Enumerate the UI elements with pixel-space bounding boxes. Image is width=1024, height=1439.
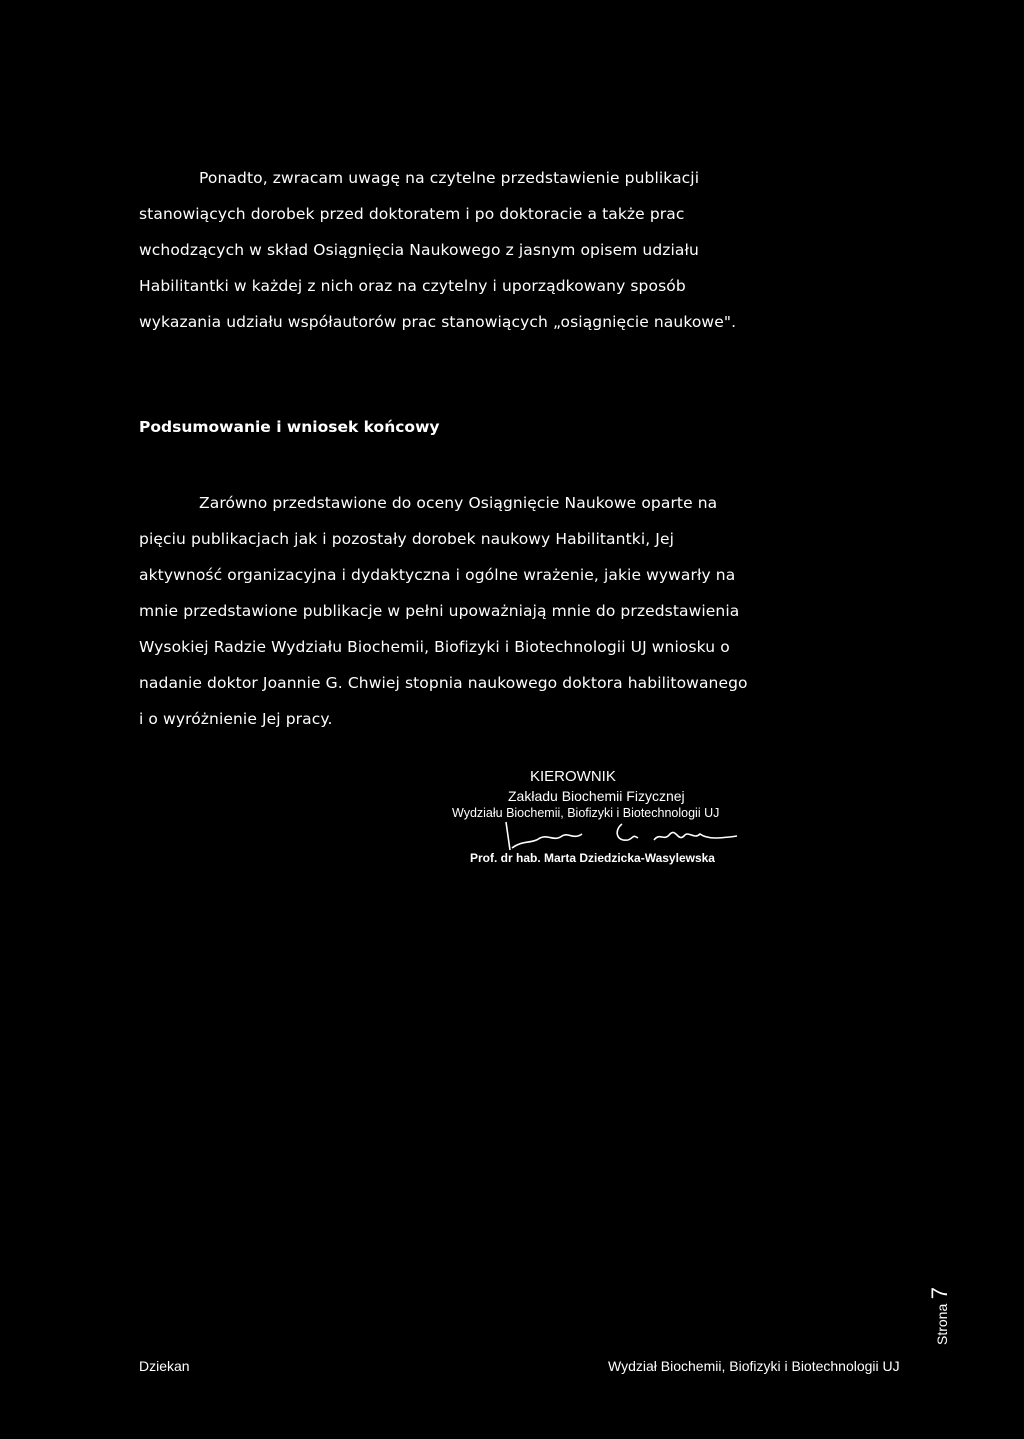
stamp-faculty: Wydziału Biochemii, Biofizyki i Biotechnologii UJ xyxy=(452,806,720,820)
paragraph-remarks xyxy=(139,160,779,340)
stamp-name: Prof. dr hab. Marta Dziedzicka-Wasylewska xyxy=(470,851,715,865)
text-line: pięciu publikacjach jak i pozostały dorobek naukowy Habilitantki, Jej xyxy=(139,530,674,548)
page-number: 7 xyxy=(927,1287,952,1300)
paragraph-conclusion xyxy=(139,485,779,737)
text-line: mnie przedstawione publikacje w pełni upoważniają mnie do przedstawienia xyxy=(139,602,740,620)
text-line: nadanie doktor Joannie G. Chwiej stopnia naukowego doktora habilitowanego xyxy=(139,674,748,692)
text-line: aktywność organizacyjna i dydaktyczna i ogólne wrażenie, jakie wywarły na xyxy=(139,566,736,584)
text-line: wchodzących w skład Osiągnięcia Naukowego z jasnym opisem udziału xyxy=(139,241,699,259)
stamp-unit: Zakładu Biochemii Fizycznej xyxy=(508,788,685,804)
text-line: wykazania udziału współautorów prac stanowiących „osiągnięcie naukowe". xyxy=(139,313,737,331)
stamp-title: KIEROWNIK xyxy=(530,768,616,785)
page-number-label xyxy=(927,1245,973,1345)
text-line: Zarówno przedstawione do oceny Osiągnięcie Naukowe oparte na xyxy=(199,494,718,512)
footer-faculty: Wydział Biochemii, Biofizyki i Biotechnologii UJ xyxy=(608,1358,900,1374)
text-line: Wysokiej Radzie Wydziału Biochemii, Biofizyki i Biotechnologii UJ wniosku o xyxy=(139,638,730,656)
text-line: Ponadto, zwracam uwagę na czytelne przedstawienie publikacji xyxy=(199,169,700,187)
text-line: stanowiących dorobek przed doktoratem i po doktoracie a także prac xyxy=(139,205,685,223)
text-line: Habilitantki w każdej z nich oraz na czytelny i uporządkowany sposób xyxy=(139,277,686,295)
footer-dean: Dziekan xyxy=(139,1358,190,1374)
text-line: i o wyróżnienie Jej pracy. xyxy=(139,710,333,728)
section-heading: Podsumowanie i wniosek końcowy xyxy=(139,418,440,436)
page-label-word: Strona xyxy=(934,1303,950,1345)
